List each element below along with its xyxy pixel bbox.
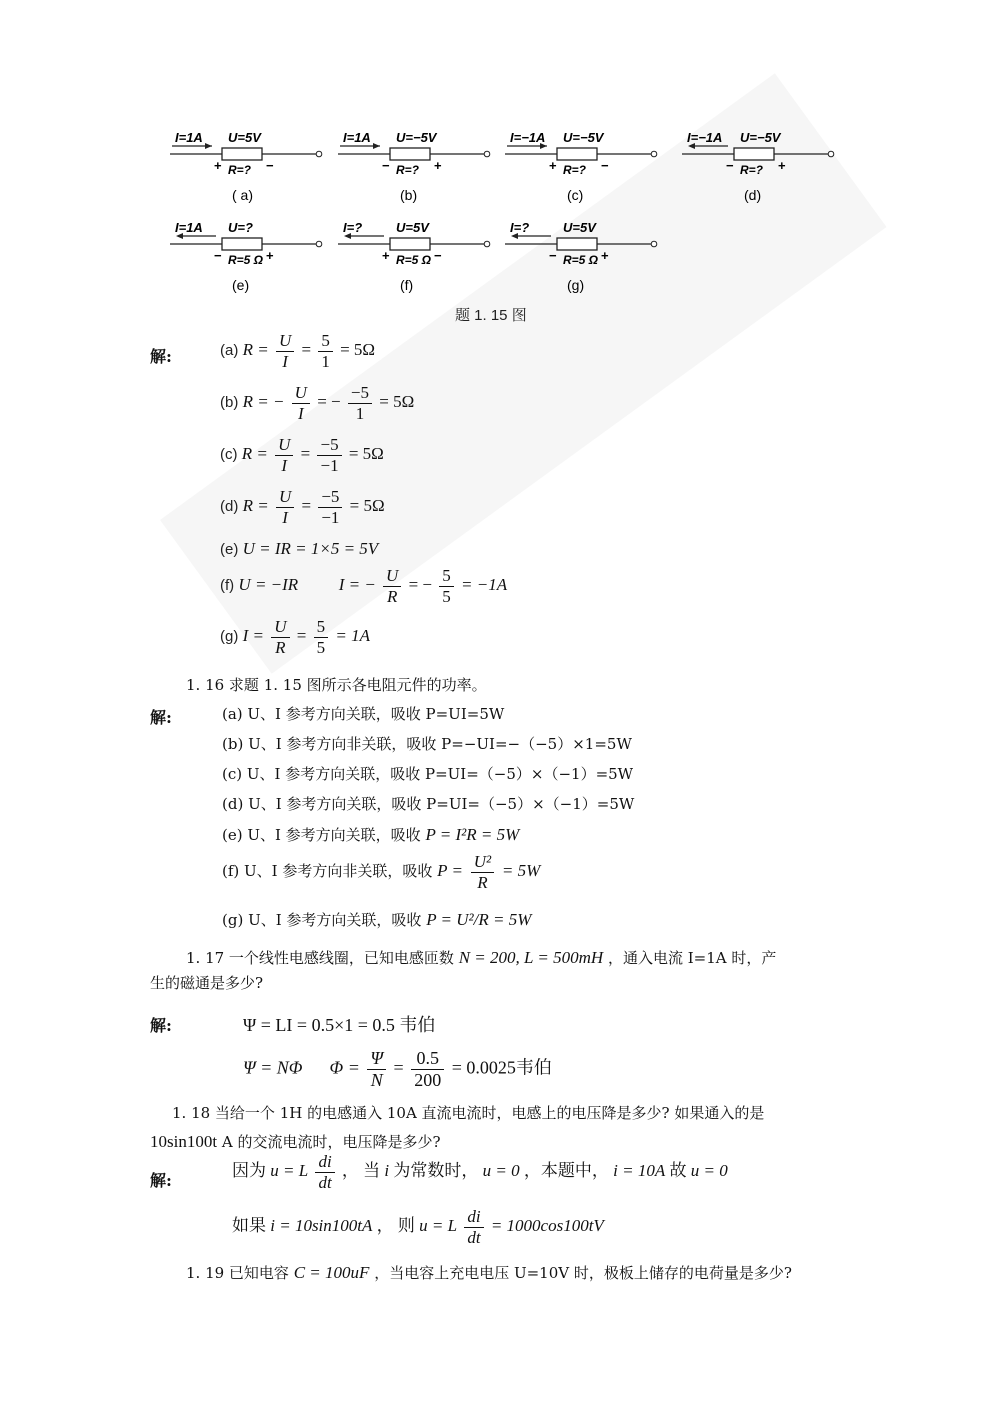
den: R [477,872,488,892]
p116-line-d: (d) U、I 参考方向关联，吸收 P=UI=（−5）×（−1）=5W [222,795,635,813]
p118-s2-res: = 1000cos100tV [490,1215,604,1235]
p118-s1e: 故 [669,1160,687,1180]
frac-f2 [439,566,454,606]
num: U² [471,852,494,873]
frac-b1 [292,383,310,423]
polarity-right: + [601,248,609,263]
p117-text-b: ，通入电流 I=1A 时，产 [607,949,777,967]
p118-s2-frac [464,1207,483,1247]
p118-sol-line1 [232,1152,728,1192]
den: −1 [320,455,339,475]
terminal [651,151,657,157]
terminal [651,241,657,247]
current-label: I=−1A [687,130,723,145]
den: dt [467,1227,481,1247]
num: −5 [318,487,342,508]
sol-c: (c) R = $\frac{U}{I}$ = $\frac{-5}{-1}$ = 5Ω [220,435,384,475]
polarity-left: − [382,158,390,173]
den: I [282,507,288,527]
p116-line-b: (b) U、I 参考方向非关联，吸收 P=−UI=−（−5）×1=5W [222,735,632,753]
tag-e: (e) [220,541,239,558]
eq-f-pre: I = − [338,574,376,594]
p117-eq2: Ψ = NΦ Φ = $\frac{\Psi}{N}$ = $\frac{0.5}{200}$ = 0.0025韦伯 [243,1048,552,1090]
p119-text-b: ，当电容上充电电压 U=10V 时，极板上储存的电荷量是多少? [374,1264,792,1282]
num: 0.5 [411,1048,444,1070]
den: −1 [321,507,340,527]
polarity-right: − [266,158,274,173]
frac-f1 [383,566,401,606]
p117-eq1: Ψ = LI = 0.5×1 = 0.5 韦伯 [243,1015,436,1035]
figure-caption: 题 1. 15 图 [455,307,527,324]
resistance-label: R=? [396,163,420,177]
den: R [275,637,286,657]
polarity-right: − [601,158,609,173]
num: di [315,1152,334,1173]
frac-g2 [314,617,329,657]
p118-s1-frac [315,1152,334,1192]
p118-s1b: ， 当 [341,1160,381,1180]
polarity-right: + [266,248,274,263]
voltage-label: U=−5V [396,130,437,145]
resistor [390,148,430,160]
num: 5 [318,331,333,352]
resistor [390,238,430,250]
arrow-head [373,143,380,149]
tag-g: (g) [220,627,239,645]
problem-1-16-title: 1. 16 求题 1. 15 图所示各电阻元件的功率。 [186,676,487,694]
eq-f1: U = −IR [238,574,299,594]
problem-1-17-line1 [186,946,776,970]
eq-g-pre: I = [242,625,264,645]
p116-line-g [222,908,531,932]
p116-g-text: (g) U、I 参考方向关联，吸收 [222,911,422,929]
circuit-label: (c) [567,187,584,203]
num: U [271,617,289,638]
voltage-label: U=5V [396,220,429,235]
num: −5 [317,435,341,456]
current-label: I=1A [343,130,371,145]
resistance-label: R=5 Ω [228,253,264,267]
num: U [275,435,293,456]
circuit-label: (b) [400,187,418,203]
polarity-left: − [214,248,222,263]
p118-s1-eq: u = L [270,1160,309,1180]
frac-c1 [275,435,293,475]
tag-b: (b) [220,393,239,411]
sol-a: (a) R = $\frac{U}{I}$ = $\frac{5}{1}$ = 5Ω [220,331,376,371]
polarity-left: + [214,158,222,173]
den: I [282,351,288,371]
resistance-label: R=? [228,163,252,177]
terminal [316,241,322,247]
resistance-label: R=? [740,163,764,177]
den: 200 [414,1069,442,1090]
p116-g-eq: P = U²/R = 5W [426,910,532,929]
sol-d: (d) R = $\frac{U}{I}$ = $\frac{-5}{-1}$ = 5Ω [220,487,385,527]
p117-text-a: 1. 17 一个线性电感线圈，已知电感匝数 [186,949,454,967]
num: U [292,383,310,404]
p118-s1-u0b: u = 0 [690,1160,728,1180]
p119-text-a: 1. 19 已知电容 [186,1264,289,1282]
den: I [281,455,288,475]
eq-f-res: = −1A [461,574,508,594]
p118-s2a: 如果 [232,1215,266,1235]
arrow-head [205,143,212,149]
resistor [222,148,262,160]
resistor [557,238,597,250]
circuit-label: (f) [400,277,414,293]
eq-b-res: = 5Ω [379,391,415,411]
den: dt [318,1172,332,1192]
eq-d-res: = 5Ω [349,495,385,515]
p118-s2-eq: i = 10sin100tA [270,1215,373,1235]
tag-d: (d) [220,497,239,515]
voltage-label: U=5V [563,220,596,235]
problem-1-18-line1: 1. 18 当给一个 1H 的电感通入 10A 直流电流时，电感上的电压降是多少? 如果通入的是 [172,1104,765,1122]
problem-1-17-line2: 生的磁通是多少? [150,974,264,992]
den: I [297,403,304,423]
resistance-label: R=5 Ω [563,253,599,267]
p117-frac2 [411,1048,444,1090]
p116-line-c: (c) U、I 参考方向关联，吸收 P=UI=（−5）×（−1）=5W [222,765,634,783]
circuit-figure [150,118,870,300]
circuit-label: (e) [232,277,250,293]
den: 5 [442,586,451,606]
num: di [464,1207,483,1228]
solution-label-116: 解: [150,708,172,727]
p118-text-b: A 的交流电流时，电压降是多少? [221,1133,441,1151]
p118-s1c: 为常数时， [393,1160,479,1180]
voltage-label: U=−5V [563,130,604,145]
p119-eq: C = 100uF [293,1263,370,1282]
frac-a1 [276,331,294,371]
den: 1 [321,351,330,371]
voltage-label: U=−5V [740,130,781,145]
polarity-right: + [434,158,442,173]
terminal [828,151,834,157]
p116-f-res: = 5W [501,861,541,881]
sol-b: (b) R = − $\frac{U}{I}$ = − $\frac{-5}{1}$ = 5Ω [220,383,415,423]
p116-f-text: (f) U、I 参考方向非关联，吸收 [222,862,433,881]
p117-eq2a: Ψ = NΦ [243,1057,303,1078]
p118-sol-line2 [232,1207,604,1247]
eq-e: U = IR = 1×5 = 5V [242,539,379,558]
sol-e [220,539,378,559]
p118-s1-u0: u = 0 [482,1160,520,1180]
num: 5 [439,566,454,587]
solution-label-117: 解: [150,1016,172,1035]
polarity-right: + [778,158,786,173]
polarity-left: + [549,158,557,173]
frac-d2 [318,487,342,527]
frac-d1 [276,487,294,527]
p116-line-f [222,852,540,892]
current-label: I=1A [175,220,203,235]
num: U [383,566,401,587]
den: 5 [316,637,326,657]
den: R [386,586,398,606]
p118-s1d: ，本题中， [523,1160,609,1180]
p118-s1a: 因为 [232,1160,266,1180]
frac-g1 [271,617,289,657]
terminal [484,241,490,247]
current-label: I=−1A [510,130,546,145]
p118-s1-i10: i = 10A [613,1160,666,1180]
p118-s1-i: i [384,1160,390,1180]
solution-label: 解: [150,347,172,366]
voltage-label: U=? [228,220,253,235]
resistance-label: R=? [563,163,587,177]
circuit-label: (d) [744,187,762,203]
tag-c: (c) [220,445,238,463]
resistor [222,238,262,250]
terminal [484,151,490,157]
frac-a2 [318,331,333,371]
current-label: I=? [343,220,363,235]
p118-eq: 10sin100t [150,1132,218,1151]
den: 1 [355,403,365,423]
resistor [734,148,774,160]
current-label: I=1A [175,130,203,145]
p116-e-eq: P = I²R = 5W [425,825,520,844]
p116-f-frac [471,852,494,892]
num: 5 [314,617,329,638]
eq-a-pre: R = [242,339,269,359]
tag-a: (a) [220,341,239,359]
tag-f: (f) [220,576,235,594]
frac-c2 [317,435,341,475]
num: Ψ [367,1048,386,1070]
p118-s2b: ， 则 [376,1215,415,1235]
num: −5 [348,383,372,404]
num: U [276,331,294,352]
polarity-right: − [434,248,442,263]
problem-1-19 [186,1261,792,1285]
polarity-left: + [382,248,390,263]
sol-g: (g) I = $\frac{U}{R}$ = $\frac{5}{5}$ = 1A [220,617,370,657]
problem-1-18-line2 [150,1130,441,1154]
sol-f: (f) U = −IR I = − $\frac{U}{R}$ = − $\frac{5}{5}$ = −1A [220,566,508,606]
p117-frac1 [367,1048,386,1090]
eq-c-res: = 5Ω [348,443,384,463]
num: U [276,487,294,508]
circuit-label: (g) [567,277,585,293]
eq-a-res: = 5Ω [340,339,376,359]
terminal [316,151,322,157]
voltage-label: U=5V [228,130,261,145]
polarity-left: − [549,248,557,263]
p116-e-text: (e) U、I 参考方向关联，吸收 [222,826,421,844]
p117-eq2-res: = 0.0025韦伯 [451,1057,552,1078]
p118-s2-u: u = L [419,1215,458,1235]
eq-d-pre: R = [242,495,269,515]
p116-line-e [222,823,519,847]
solution-label-118: 解: [150,1171,172,1190]
polarity-left: − [726,158,734,173]
p117-eq2b: Φ = [329,1057,360,1078]
resistor [557,148,597,160]
eq-b-pre: R = − [242,391,285,411]
p116-f-pre: P = [437,861,463,881]
p116-line-a: (a) U、I 参考方向关联，吸收 P=UI=5W [222,705,505,723]
frac-b2 [348,383,372,423]
eq-c-pre: R = [241,443,268,463]
p117-eq: N = 200, L = 500mH [458,948,604,967]
resistance-label: R=5 Ω [396,253,432,267]
den: N [370,1069,383,1090]
circuit-label: ( a) [232,187,253,203]
eq-g-res: = 1A [335,625,370,645]
current-label: I=? [510,220,530,235]
